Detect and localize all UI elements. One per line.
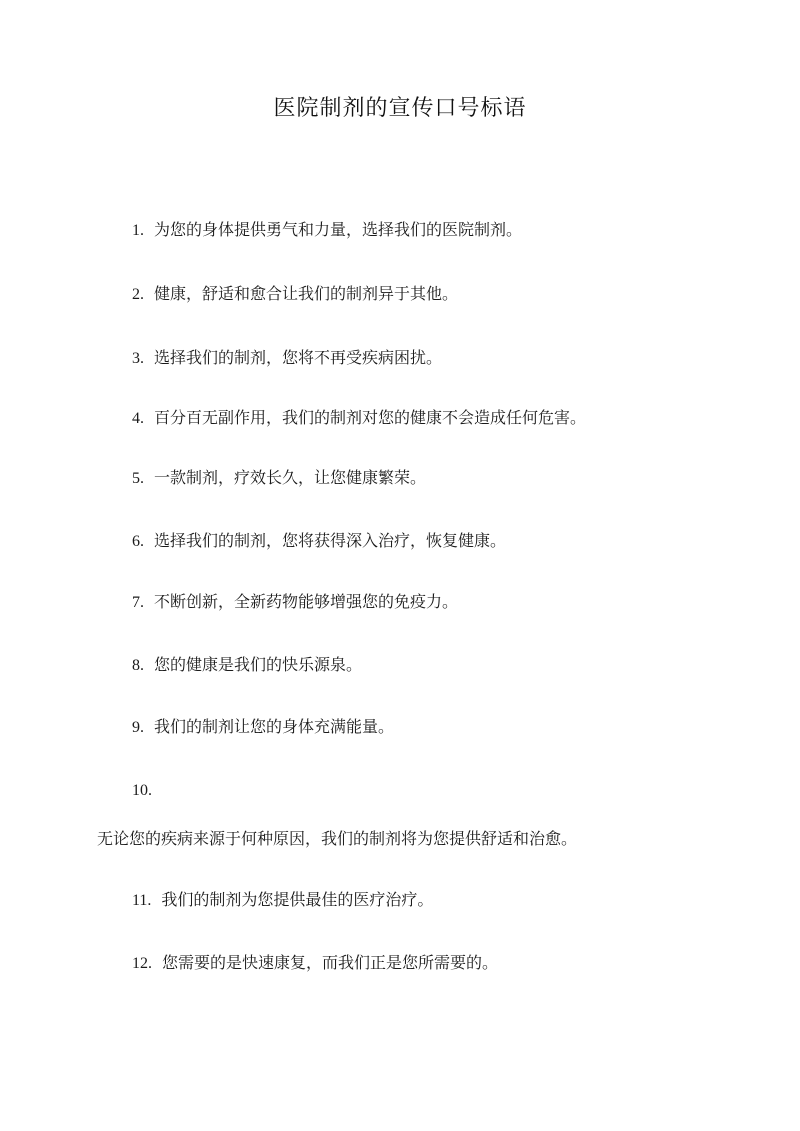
slogan-text: 您的健康是我们的快乐源泉。 — [154, 655, 363, 674]
document-title: 医院制剂的宣传口号标语 — [273, 96, 527, 121]
slogan-text: 无论您的疾病来源于何种原因，我们的制剂将为您提供舒适和治愈。 — [97, 829, 578, 848]
slogan-text: 我们的制剂为您提供最佳的医疗治疗。 — [161, 890, 434, 909]
slogan-number: 11. — [132, 892, 152, 909]
slogan-number: 6. — [132, 533, 144, 550]
slogan-number: 3. — [132, 350, 144, 367]
slogan-item-10-number-line — [132, 778, 162, 803]
slogan-text: 您需要的是快速康复，而我们正是您所需要的。 — [162, 953, 499, 972]
slogan-number: 4. — [132, 410, 144, 427]
slogan-number: 5. — [132, 470, 144, 487]
slogan-text: 选择我们的制剂，您将获得深入治疗，恢复健康。 — [154, 531, 507, 550]
slogan-number: 9. — [132, 719, 144, 736]
slogan-item-7 — [132, 590, 458, 615]
slogan-item-9 — [132, 715, 394, 740]
slogan-item-11 — [132, 888, 433, 913]
slogan-number: 2. — [132, 286, 144, 303]
slogan-item-5 — [132, 466, 426, 491]
slogan-item-8 — [132, 653, 362, 678]
slogan-item-1 — [132, 218, 522, 243]
slogan-item-4 — [132, 406, 586, 431]
slogan-number: 10. — [132, 782, 152, 799]
slogan-text: 为您的身体提供勇气和力量，选择我们的医院制剂。 — [154, 220, 523, 239]
slogan-item-3 — [132, 346, 442, 371]
slogan-number: 8. — [132, 657, 144, 674]
slogan-number: 1. — [132, 222, 144, 239]
slogan-item-10-text-line — [97, 827, 577, 851]
slogan-text: 不断创新，全新药物能够增强您的免疫力。 — [154, 592, 459, 611]
slogan-item-2 — [132, 282, 458, 307]
slogan-text: 百分百无副作用，我们的制剂对您的健康不会造成任何危害。 — [154, 408, 587, 427]
slogan-text: 我们的制剂让您的身体充满能量。 — [154, 717, 395, 736]
slogan-item-12 — [132, 951, 498, 976]
slogan-text: 健康，舒适和愈合让我们的制剂异于其他。 — [154, 284, 459, 303]
slogan-item-6 — [132, 529, 506, 554]
slogan-text: 选择我们的制剂，您将不再受疾病困扰。 — [154, 348, 443, 367]
slogan-number: 12. — [132, 955, 152, 972]
slogan-text: 一款制剂，疗效长久，让您健康繁荣。 — [154, 468, 427, 487]
slogan-number: 7. — [132, 594, 144, 611]
